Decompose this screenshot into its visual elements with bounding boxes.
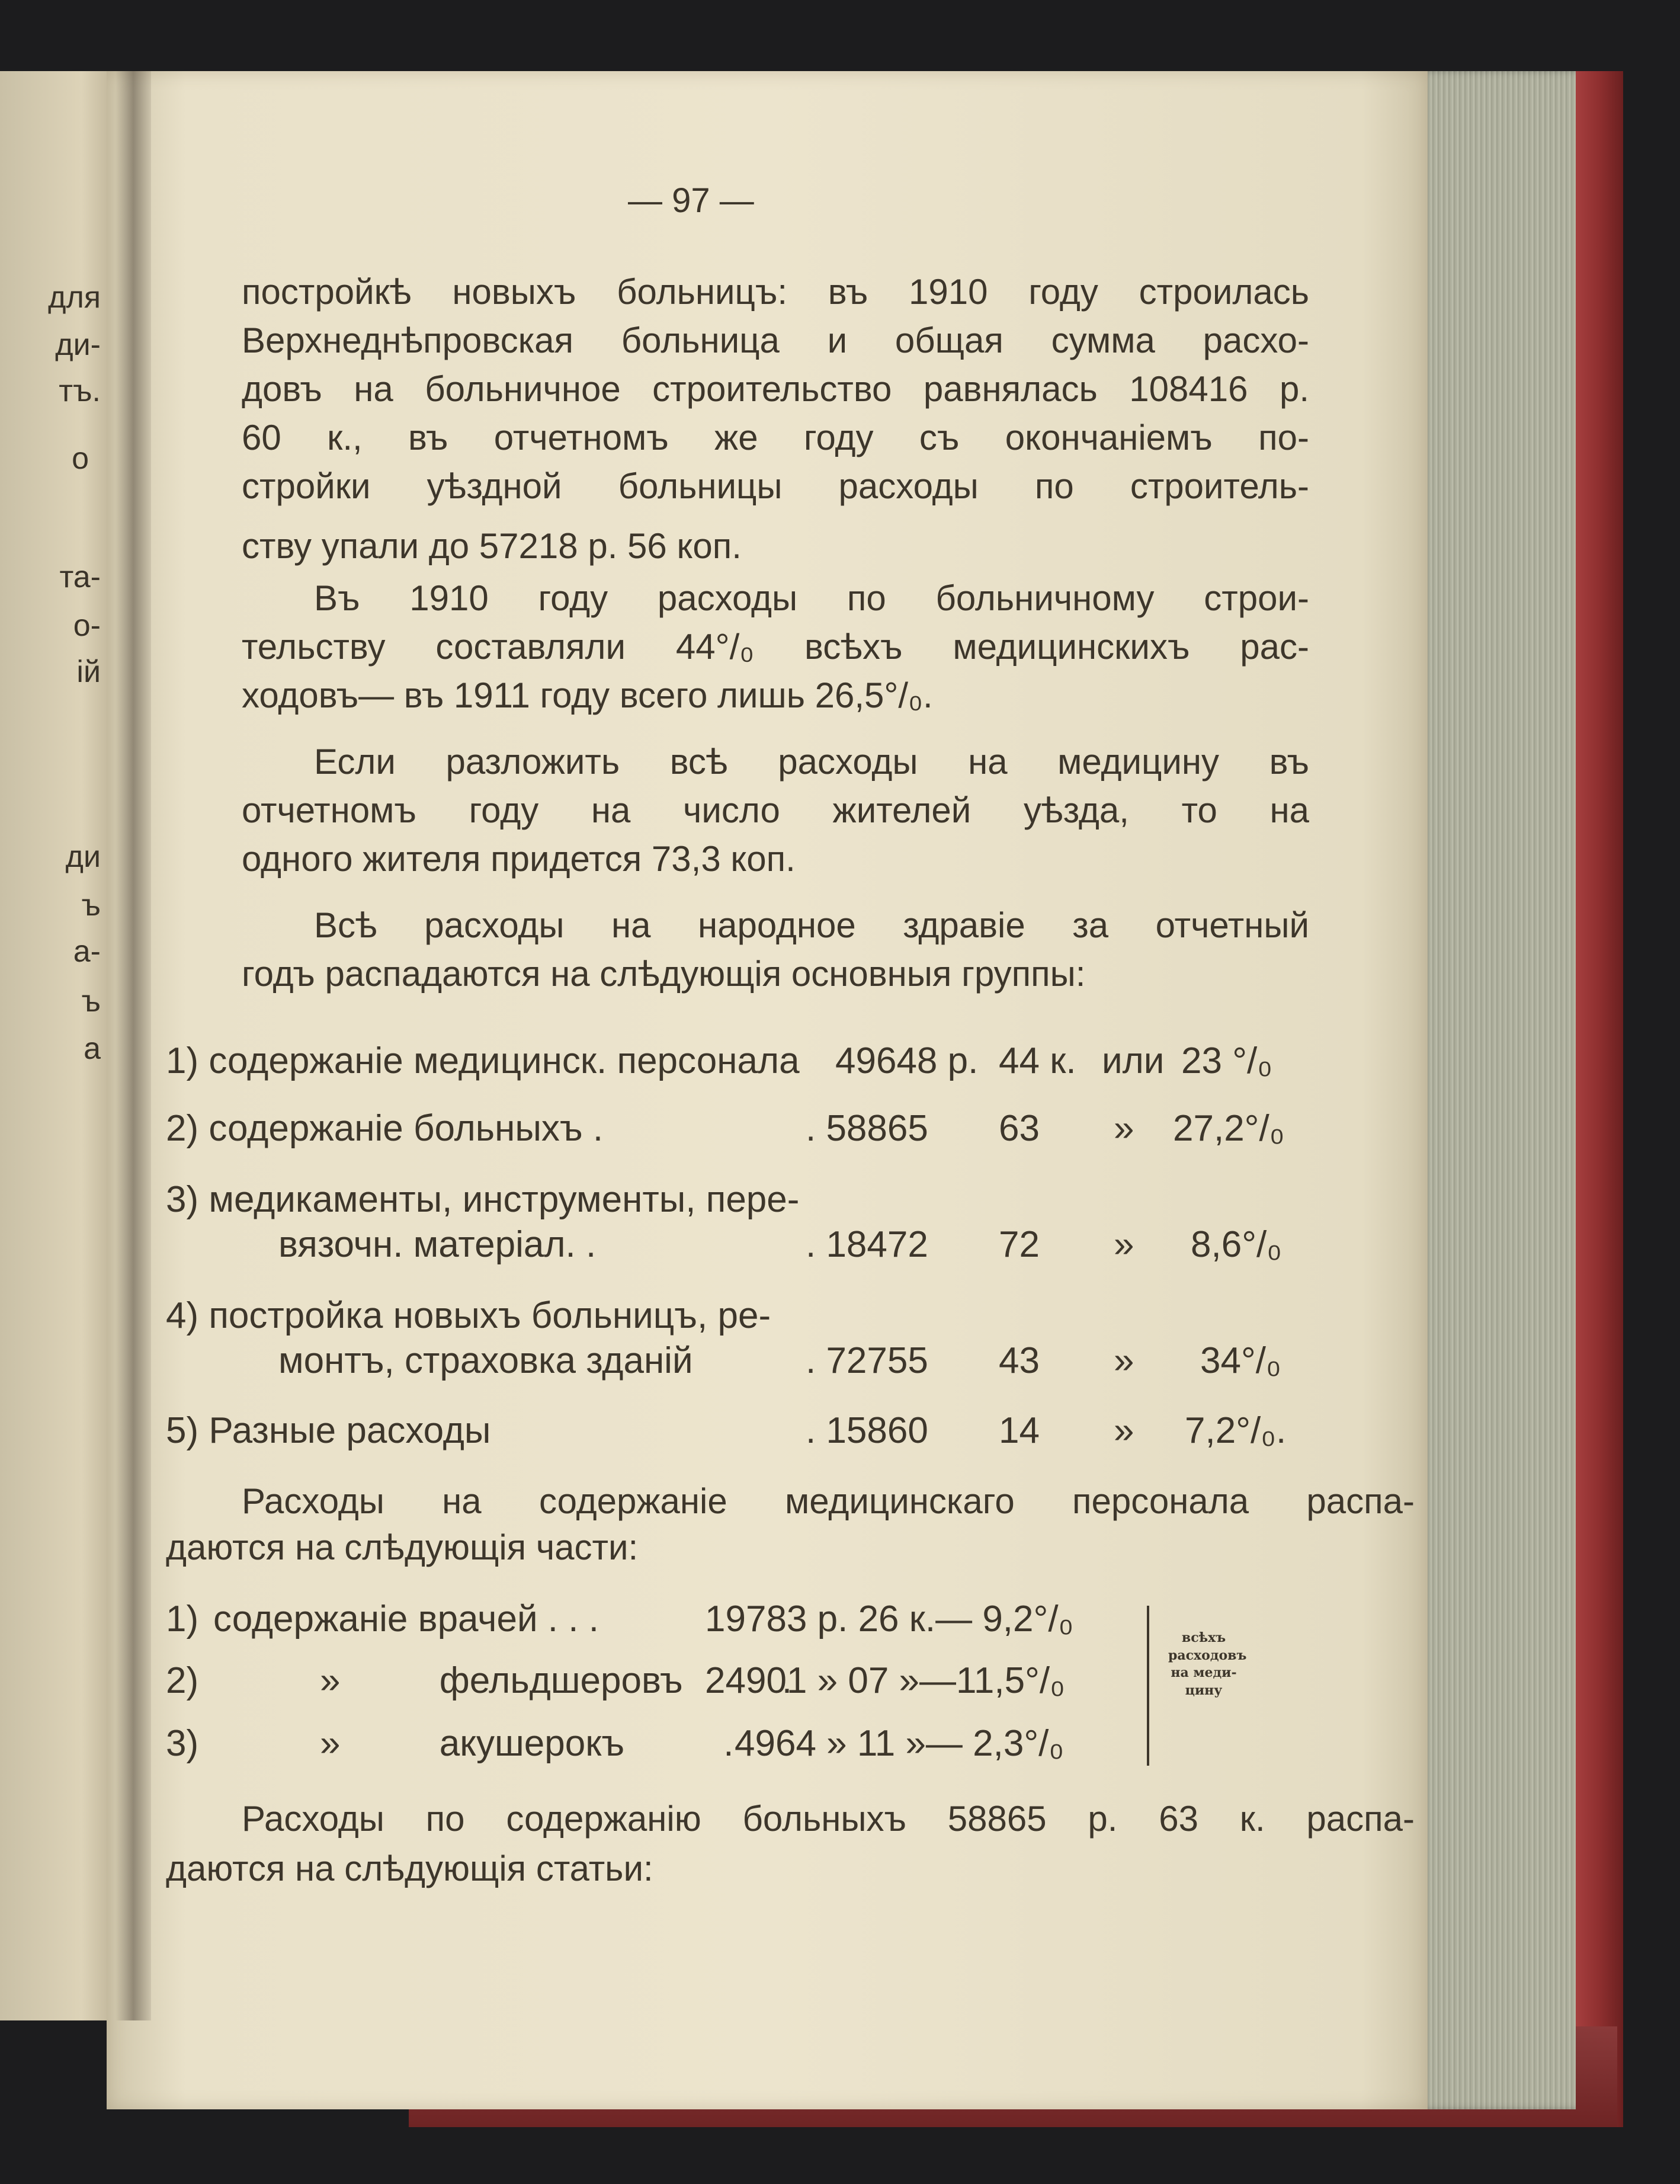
- text-line: тельству составляли 44°/₀ всѣхъ медицинскихъ рас-: [242, 627, 1309, 667]
- left-page-fragment: для: [48, 280, 101, 315]
- group-percent: 7,2°/₀.: [1185, 1410, 1287, 1451]
- left-page-fragment: ъ: [81, 888, 101, 923]
- text-line: Всѣ расходы на народное здравіе за отчетный: [314, 905, 1309, 945]
- group-amount: . 58865: [806, 1108, 928, 1149]
- text-line: ству упали до 57218 р. 56 коп.: [242, 526, 742, 566]
- left-page-fragment: а: [84, 1032, 101, 1066]
- left-page-fragment: о-: [73, 609, 101, 643]
- group-label: 1) содержаніе медицинск. персонала: [166, 1040, 800, 1081]
- text-line: даются на слѣдующія части:: [166, 1527, 639, 1567]
- left-page-fragment: а-: [73, 934, 101, 969]
- staff-name: содержаніе врачей . . .: [213, 1599, 599, 1639]
- group-percent: 27,2°/₀: [1173, 1108, 1285, 1149]
- left-page-fragment: ди-: [55, 328, 101, 362]
- group-kop: 63: [999, 1108, 1040, 1149]
- group-or: »: [1114, 1340, 1134, 1381]
- text-line: Въ 1910 году расходы по больничному строи-: [314, 578, 1309, 618]
- group-amount: 49648 р.: [835, 1040, 979, 1081]
- group-amount: . 72755: [806, 1340, 928, 1381]
- text-line: постройкѣ новыхъ больницъ: въ 1910 году строилась: [242, 272, 1309, 312]
- book-page: [107, 71, 1428, 2109]
- brace-note-line: всѣхъ: [1181, 1630, 1226, 1645]
- left-page-fragment: о: [72, 441, 89, 476]
- text-line: довъ на больничное строительство равнялась 108416 р.: [242, 369, 1309, 409]
- staff-amount: 4964 » 11 »— 2,3°/₀: [735, 1723, 1065, 1764]
- book-gutter: [116, 71, 151, 2020]
- group-label: 5) Разные расходы: [166, 1410, 491, 1451]
- group-amount: . 18472: [806, 1224, 928, 1265]
- staff-number: 3): [166, 1723, 199, 1764]
- group-or: »: [1114, 1108, 1134, 1149]
- staff-name: » акушерокъ .: [320, 1723, 734, 1764]
- staff-number: 2): [166, 1660, 199, 1701]
- brace-note-line: расходовъ: [1168, 1647, 1247, 1663]
- brace-note: [1168, 1629, 1247, 1700]
- brace-note-line: на меди-: [1171, 1665, 1237, 1681]
- text-line: одного жителя придется 73,3 коп.: [242, 839, 796, 879]
- staff-name: » фельдшеровъ .: [320, 1660, 793, 1701]
- group-or: »: [1114, 1410, 1134, 1451]
- staff-amount: 19783 р. 26 к.— 9,2°/₀: [705, 1599, 1074, 1639]
- text-line: даются на слѣдующія статьи:: [166, 1849, 653, 1888]
- group-percent: 23 °/₀: [1181, 1040, 1272, 1081]
- text-line: Расходы на содержаніе медицинскаго персонала распа-: [242, 1481, 1415, 1521]
- text-line: отчетномъ году на число жителей уѣзда, то на: [242, 790, 1309, 830]
- group-kop: 43: [999, 1340, 1040, 1381]
- text-line: Верхнеднѣпровская больница и общая сумма расхо-: [242, 321, 1309, 360]
- group-or: или: [1102, 1040, 1165, 1081]
- text-line: ходовъ— въ 1911 году всего лишь 26,5°/₀.: [242, 675, 933, 715]
- staff-number: 1): [166, 1599, 199, 1639]
- text-line: Если разложить всѣ расходы на медицину въ: [314, 742, 1309, 782]
- group-kop: 44 к.: [999, 1040, 1076, 1081]
- group-kop: 72: [999, 1224, 1040, 1265]
- group-kop: 14: [999, 1410, 1040, 1451]
- group-percent: 8,6°/₀: [1191, 1224, 1282, 1265]
- group-label: 4) постройка новыхъ больницъ, ре-: [166, 1295, 771, 1336]
- left-page-fragment: та-: [59, 560, 101, 594]
- group-label-cont: монтъ, страховка зданій: [278, 1340, 693, 1381]
- page-number: — 97 —: [628, 181, 754, 220]
- left-page-fragment: ъ: [81, 984, 101, 1019]
- group-label-cont: вязочн. матеріал. .: [278, 1224, 597, 1265]
- page-edges: [1419, 71, 1576, 2109]
- text-line: 60 к., въ отчетномъ же году съ окончаніемъ по-: [242, 418, 1309, 457]
- text-line: Расходы по содержанію больныхъ 58865 р. 63 к. распа-: [242, 1799, 1415, 1839]
- staff-amount: 24901 » 07 »—11,5°/₀: [705, 1660, 1065, 1701]
- group-label: 3) медикаменты, инструменты, пере-: [166, 1179, 800, 1220]
- left-page-fragment: ди: [65, 840, 101, 874]
- text-line: стройки уѣздной больницы расходы по строитель-: [242, 466, 1309, 506]
- group-or: »: [1114, 1224, 1134, 1265]
- left-page-fragment: тъ.: [59, 374, 101, 408]
- curly-brace: [1147, 1606, 1162, 1766]
- group-percent: 34°/₀: [1200, 1340, 1281, 1381]
- group-amount: . 15860: [806, 1410, 928, 1451]
- paragraph-1: [242, 268, 1309, 511]
- group-label: 2) содержаніе больныхъ .: [166, 1108, 604, 1149]
- text-line: годъ распадаются на слѣдующія основныя группы:: [242, 954, 1086, 994]
- left-page-fragment: ій: [76, 655, 101, 689]
- brace-note-line: цину: [1185, 1683, 1223, 1699]
